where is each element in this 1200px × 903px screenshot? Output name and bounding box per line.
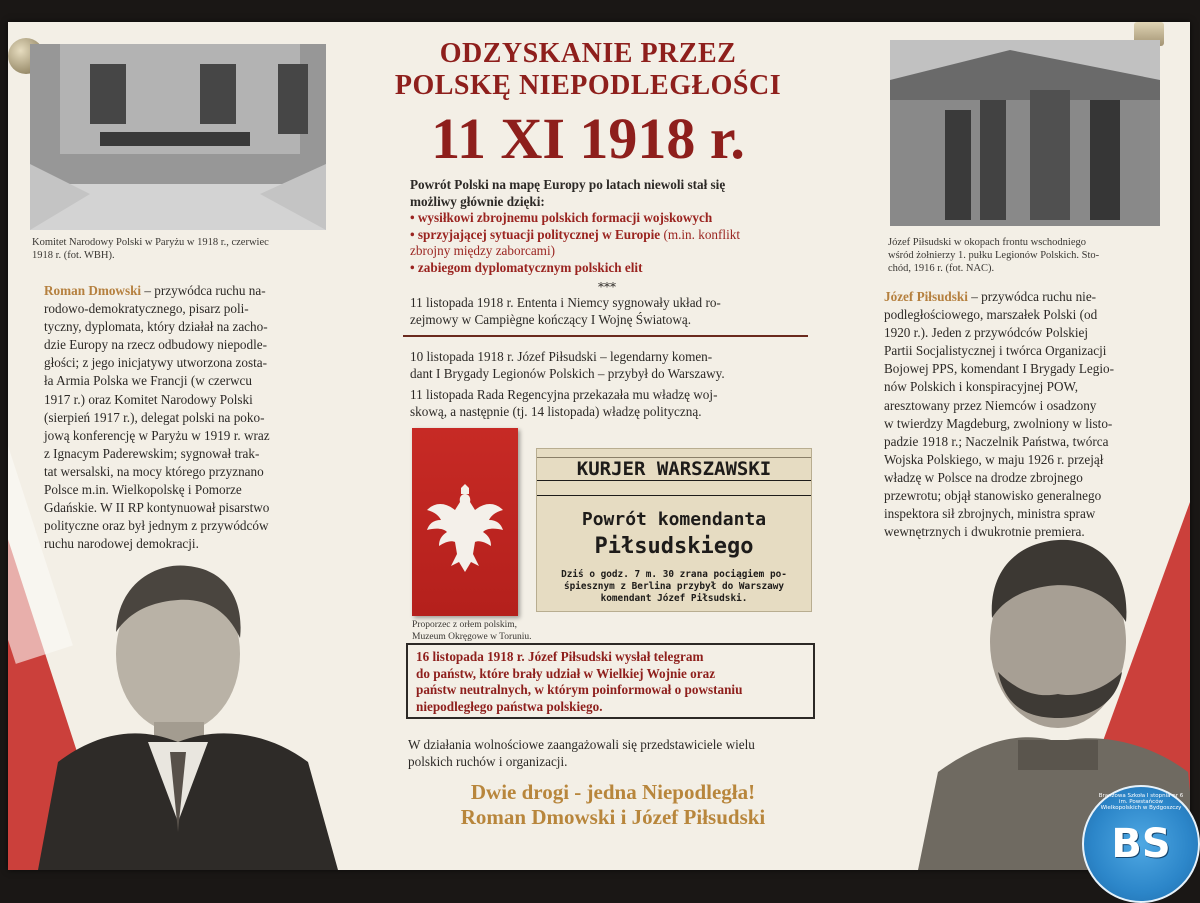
bio-line: z Ignacym Paderewskim; sygnował trak- <box>44 445 260 461</box>
dmowski-bio <box>44 282 336 553</box>
caption-line: Józef Piłsudski w okopach frontu wschodniego <box>888 237 1087 248</box>
bio-line: tyczny, dyplomata, który działał na zacho- <box>44 319 268 335</box>
bio-line: nów Polskich i konspiracyjnej POW, <box>884 379 1079 395</box>
bio-line: Gdańskie. W II RP kontynuował pisarstwo <box>44 500 270 516</box>
bio-line: Bojowej PPS, komendant I Brygady Legio- <box>884 361 1115 377</box>
bio-first-line <box>884 288 1164 306</box>
caption-line: chód, 1916 r. (fot. NAC). <box>888 263 995 275</box>
bio-line: wewnętrznych i dwukrotnie premiera. <box>884 524 1085 540</box>
bio-line: – przywódca ruchu nie- <box>967 289 1097 304</box>
closing-line: Dwie drogi - jedna Niepodległa! <box>470 780 756 804</box>
closing-slogan <box>408 780 818 830</box>
bio-line: 1917 r.) oraz Komitet Narodowy Polski <box>44 391 253 407</box>
bio-line: w twierdzy Magdeburg, zwolniony w listo- <box>884 415 1113 431</box>
caption-line: wśród żołnierzy 1. pułku Legionów Polskich. Sto- <box>888 250 1100 262</box>
bio-line: przewrotu; objął stanowisko generalnego <box>884 488 1102 504</box>
poster-title <box>368 38 808 102</box>
logo-ring-text: Branżowa Szkoła I stopnia nr 6 im. Powstańców Wielkopolskich w Bydgoszczy <box>1098 793 1184 811</box>
bio-line: dzie Europy na rzecz odbudowy niepodle- <box>44 337 268 353</box>
committee-photo <box>30 44 326 230</box>
armistice-line: zejmowy w Campiègne kończący I Wojnę Światową. <box>410 312 692 327</box>
list-item-text: • sprzyjającej sytuacji politycznej w Europie <box>410 226 661 242</box>
movements-text <box>408 736 828 770</box>
armistice-line: 11 listopada 1918 r. Ententa i Niemcy sygnowały układ ro- <box>410 295 721 310</box>
movements-line: polskich ruchów i organizacji. <box>408 754 568 769</box>
committee-photo-caption <box>32 236 332 262</box>
caption-line: 1918 r. (fot. WBH). <box>32 250 115 262</box>
list-item-continuation: zbrojny między zaborcami) <box>410 243 555 258</box>
telegram-line: 16 listopada 1918 r. Józef Piłsudski wysłał telegram <box>416 649 704 664</box>
bio-line: tat wersalski, na mocy którego przyznano <box>44 463 264 479</box>
caption-line: Muzeum Okręgowe w Toruniu. <box>412 631 532 642</box>
newspaper-body-line: komendant Józef Piłsudski. <box>600 593 748 604</box>
bio-line: ła Armia Polska we Francji (w czerwcu <box>44 373 252 389</box>
intro-line: możliwy głównie dzięki: <box>410 194 545 209</box>
trench-photo-caption <box>888 236 1168 275</box>
bio-line: aresztowany przez Niemców i osadzony <box>884 397 1097 413</box>
bio-line: Wojska Polskiego, w maju 1926 r. przejął <box>884 451 1104 467</box>
bio-line: władzę w Polsce na drodze zbrojnego <box>884 469 1083 485</box>
bio-line: podległościowego, marszałek Polski (od <box>884 307 1098 323</box>
bio-line: – przywódca ruchu na- <box>141 283 266 298</box>
bio-line: głości; z jego inicjatywy utworzona zosta- <box>44 355 268 371</box>
divider-line <box>403 335 808 337</box>
newspaper-body-line: Dziś o godz. 7 m. 30 zrana pociągiem po- <box>561 569 787 580</box>
newspaper-body-line: śpiesznym z Berlina przybył do Warszawy <box>563 581 785 592</box>
school-logo-icon <box>1082 785 1200 903</box>
flag-photo <box>412 428 518 616</box>
telegram-line: państw neutralnych, w którym poinformował o powstaniu <box>416 682 743 697</box>
return-line: dant I Brygady Legionów Polskich – przybył do Warszawy. <box>410 366 725 381</box>
reasons-list <box>410 210 830 276</box>
newspaper-masthead: KURJER WARSZAWSKI <box>576 458 772 480</box>
trench-photo <box>890 40 1160 226</box>
regency-line: 11 listopada Rada Regencyjna przekazała mu władzę woj- <box>410 387 718 402</box>
flag-caption <box>412 620 552 644</box>
newspaper-clipping <box>536 448 812 612</box>
bio-line: padzie 1918 r.; Naczelnik Państwa, twórca <box>884 433 1109 449</box>
bio-line: ruchu narodowej demokracji. <box>44 536 199 552</box>
logo-initials: BS <box>1111 821 1171 867</box>
title-line: POLSKĘ NIEPODLEGŁOŚCI <box>394 70 782 101</box>
intro-text <box>410 176 830 210</box>
bio-line: Partii Socjalistycznej i twórca Organizacji <box>884 343 1107 359</box>
intro-line: Powrót Polski na mapę Europy po latach niewoli stał się <box>410 177 726 192</box>
dmowski-portrait <box>18 542 348 870</box>
newspaper-headline-name: Piłsudskiego <box>594 534 754 559</box>
regency-line: skową, a następnie (tj. 14 listopada) władzę polityczną. <box>410 404 702 419</box>
title-line: ODZYSKANIE PRZEZ <box>439 38 737 69</box>
newspaper-headline: Powrót komendanta <box>581 509 767 530</box>
eagle-icon <box>425 480 505 580</box>
movements-line: W działania wolnościowe zaangażowali się przedstawiciele wielu <box>408 737 755 752</box>
pilsudski-bio <box>884 288 1164 541</box>
telegram-box <box>406 643 815 719</box>
bio-first-line <box>44 282 336 300</box>
bio-line: rodowo-demokratycznego, pisarz poli- <box>44 301 249 317</box>
list-item <box>410 227 830 244</box>
newspaper-subrule <box>537 480 811 496</box>
list-item-extra: (m.in. konflikt <box>663 226 740 242</box>
caption-line: Komitet Narodowy Polski w Paryżu w 1918 r., czerwiec <box>32 237 269 248</box>
title-date: 11 XI 1918 r. <box>431 106 745 171</box>
list-item: • wysiłkowi zbrojnemu polskich formacji wojskowych <box>410 210 713 225</box>
poster <box>8 22 1190 870</box>
bio-line: Polsce m.in. Wielkopolskę i Pomorze <box>44 482 242 498</box>
armistice-text <box>410 294 820 328</box>
bio-line: 1920 r.). Jeden z przywódców Polskiej <box>884 325 1088 341</box>
closing-line: Roman Dmowski i Józef Piłsudski <box>460 805 766 829</box>
building-photo-icon <box>30 44 326 230</box>
separator-stars: *** <box>598 280 616 294</box>
telegram-line: niepodległego państwa polskiego. <box>416 698 603 714</box>
return-line: 10 listopada 1918 r. Józef Piłsudski – legendarny komen- <box>410 349 713 364</box>
list-item: • zabiegom dyplomatycznym polskich elit <box>410 259 643 275</box>
soldiers-photo-icon <box>890 40 1160 226</box>
telegram-line: do państw, które brały udział w Wielkiej Wojnie oraz <box>416 665 716 681</box>
bio-line: jową konferencję w Paryżu w 1919 r. wraz <box>44 427 270 443</box>
bio-name: Roman Dmowski <box>44 283 142 298</box>
caption-line: Proporzec z orłem polskim, <box>412 620 518 630</box>
newspaper-top-rule <box>537 449 811 458</box>
bio-line: (sierpień 1917 r.), delegat polski na poko- <box>44 409 265 425</box>
return-text <box>410 348 820 420</box>
bio-line: polityczne oraz był jednym z przywódców <box>44 518 269 534</box>
bio-name: Józef Piłsudski <box>884 289 968 304</box>
bio-line: inspektora sił zbrojnych, ministra spraw <box>884 506 1096 522</box>
